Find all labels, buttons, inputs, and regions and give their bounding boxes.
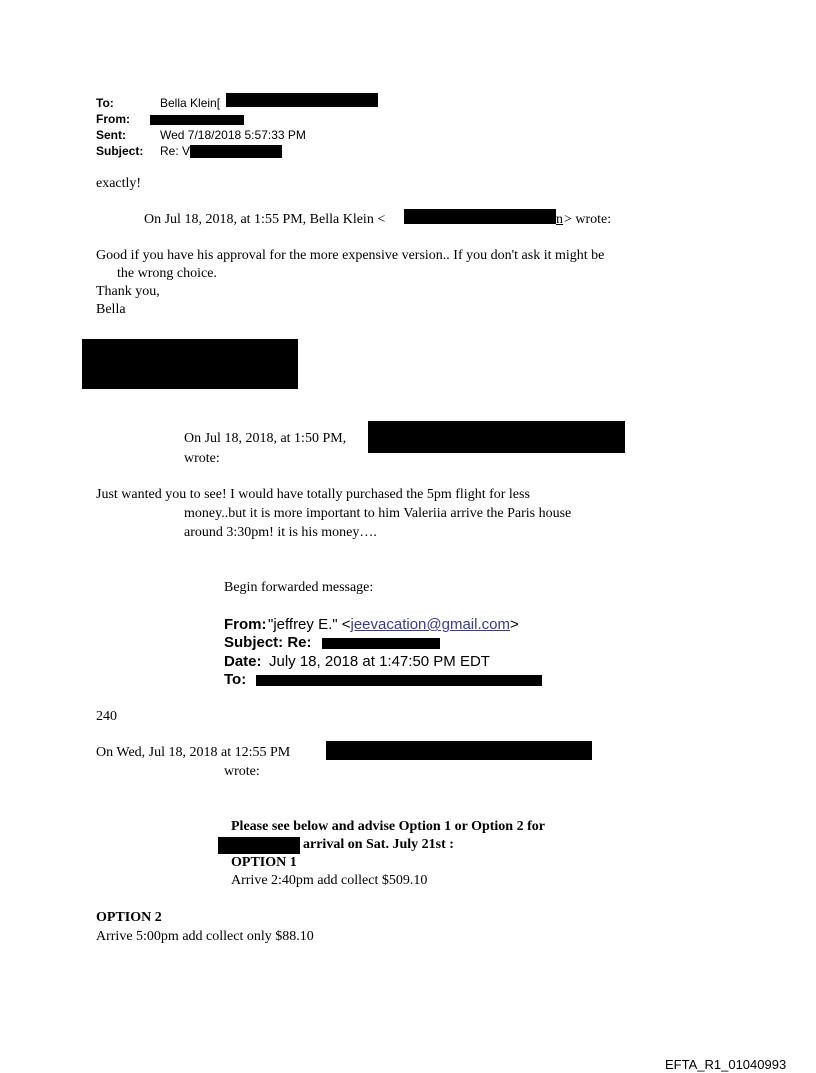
quote1-attribution: On Jul 18, 2018, at 1:55 PM, Bella Klein <: [144, 212, 386, 227]
quote3-wrote: wrote:: [224, 764, 260, 779]
fwd-subject-label: Subject: Re:: [224, 634, 312, 651]
quote3-attribution: On Wed, Jul 18, 2018 at 12:55 PM: [96, 745, 291, 760]
thank-you: Thank you,: [96, 284, 160, 299]
msg2-line2: money..but it is more important to him Valeriia arrive the Paris house: [184, 506, 572, 521]
to-value: Bella Klein[: [160, 96, 221, 110]
page-number-240: 240: [96, 709, 117, 724]
redaction-quote3-sender: [326, 741, 592, 760]
option2-text: Arrive 5:00pm add collect only $88.10: [96, 929, 314, 944]
fwd-from-label: From:: [224, 616, 267, 633]
option1-title: OPTION 1: [231, 855, 297, 870]
msg2-line3: around 3:30pm! it is his money….: [184, 525, 377, 540]
quote2-wrote: wrote:: [184, 451, 220, 466]
fwd-to-label: To:: [224, 671, 247, 688]
fwd-date-label: Date:: [224, 653, 262, 670]
reply-text: exactly!: [96, 176, 142, 191]
redaction-to-email: [226, 93, 378, 107]
advise-line1: Please see below and advise Option 1 or Option 2 for: [231, 819, 545, 834]
bella-message-line1: Good if you have his approval for the more expensive version.. If you don't ask it might be: [96, 248, 605, 263]
redaction-passenger-name: [218, 837, 300, 854]
fwd-from-line: [268, 616, 519, 633]
quote2-attribution: On Jul 18, 2018, at 1:50 PM,: [184, 431, 347, 446]
redaction-fwd-to: [256, 675, 542, 686]
redaction-subject: [190, 145, 282, 158]
option2-title: OPTION 2: [96, 910, 162, 925]
fwd-date-value: July 18, 2018 at 1:47:50 PM EDT: [269, 653, 490, 670]
from-label: From:: [96, 112, 130, 126]
fwd-from-email-link[interactable]: jeevacation@gmail.com: [350, 616, 510, 633]
quote1-wrote: > wrote:: [564, 212, 612, 227]
sent-label: Sent:: [96, 128, 126, 142]
redaction-bella-email: [404, 209, 556, 224]
sent-value: Wed 7/18/2018 5:57:33 PM: [160, 128, 306, 142]
redaction-fwd-subject: [322, 638, 440, 649]
begin-forwarded: Begin forwarded message:: [224, 580, 374, 595]
redaction-from: [150, 115, 244, 125]
signature: Bella: [96, 302, 126, 317]
subject-value: Re: V: [160, 144, 191, 158]
quote1-email-tail: n: [556, 212, 563, 227]
msg2-line1: Just wanted you to see! I would have totally purchased the 5pm flight for less: [96, 487, 530, 502]
redaction-signature-block: [82, 339, 298, 389]
subject-label: Subject:: [96, 144, 144, 158]
to-label: To:: [96, 96, 114, 110]
document-id: EFTA_R1_01040993: [665, 1057, 787, 1072]
advise-line2: arrival on Sat. July 21st :: [303, 837, 454, 852]
option1-text: Arrive 2:40pm add collect $509.10: [231, 873, 428, 888]
fwd-from-close: >: [509, 616, 519, 633]
bella-message-line2: the wrong choice.: [117, 266, 217, 281]
redaction-quote2-sender: [368, 421, 625, 453]
fwd-from-name: "jeffrey E." <: [268, 616, 351, 633]
